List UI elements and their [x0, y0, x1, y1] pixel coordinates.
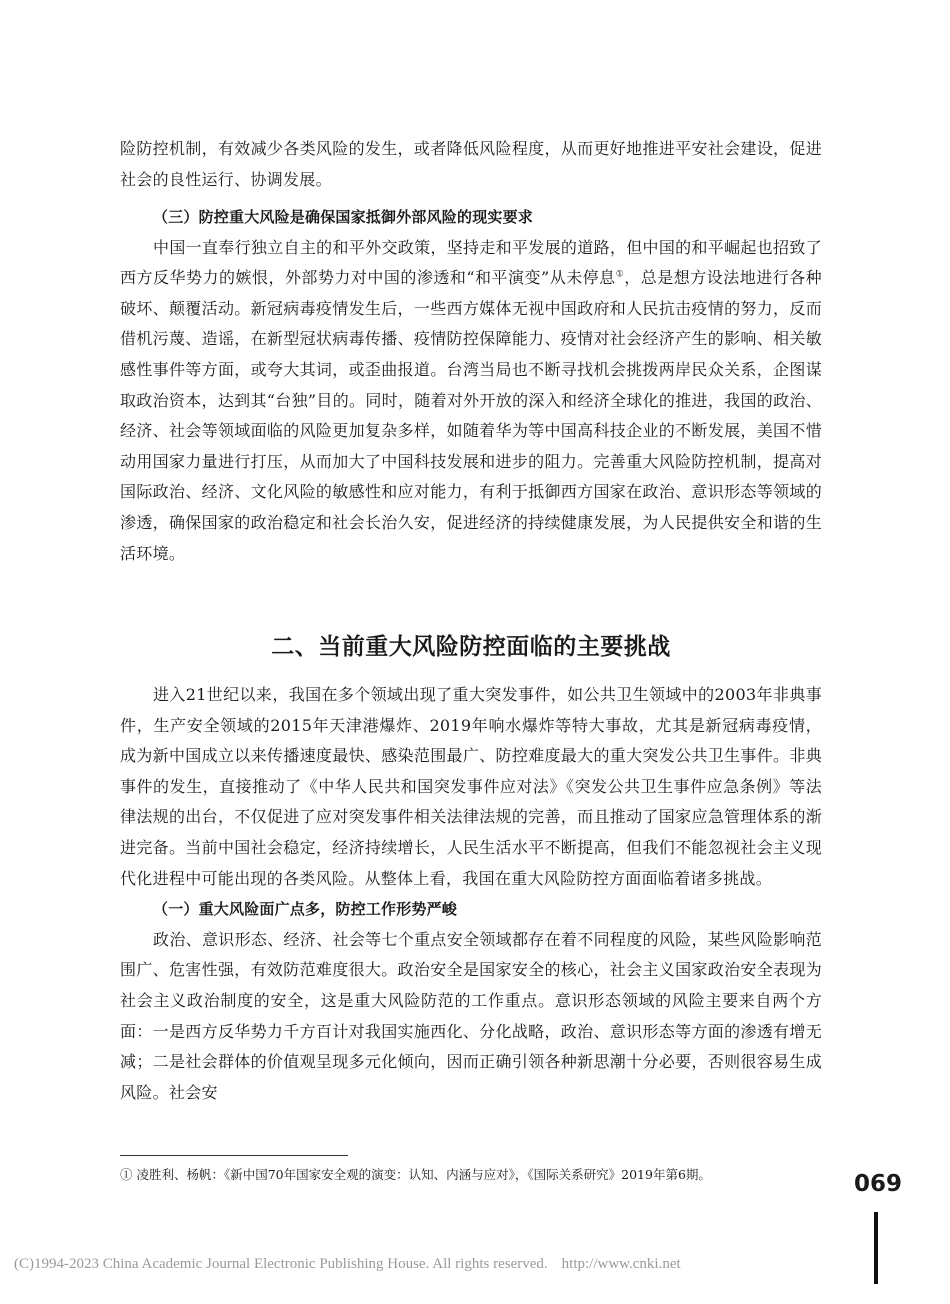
section-title: 二、当前重大风险防控面临的主要挑战: [271, 634, 671, 660]
footnote: ① 凌胜利、杨帆：《新中国70年国家安全观的演变：认知、内涵与应对》，《国际关系研究》2019年第6期。: [120, 1167, 711, 1182]
footnote-divider: [120, 1155, 348, 1156]
watermark-copyright: (C)1994-2023 China Academic Journal Electronic Publishing House. All rights reserved.: [14, 1256, 548, 1272]
subsection-1-heading: （一）重大风险面广点多，防控工作形势严峻: [153, 900, 458, 919]
subsection-1-paragraph: 政治、意识形态、经济、社会等七个重点安全领域都存在着不同程度的风险，某些风险影响范围广、危害性强，有效防范难度很大。政治安全是国家安全的核心，社会主义国家政治安全表现为社会主义政治制度的安全，这是重大风险防范的工作重点。意识形态领域的风险主要来自两个方面：一是西方反华势力千方百计对我国实施西化、分化战略，政治、意识形态等方面的渗透有增无减；二是社会群体的价值观呈现多元化倾向，因而正确引领各种新思潮十分必要，否则很容易生成风险。社会安: [120, 929, 822, 1102]
section-2-block: [120, 680, 822, 1108]
subsection-3-text-part2: ，总是想方设法地进行各种破坏、颠覆活动。新冠病毒疫情发生后，一些西方媒体无视中国政府和人民抗击疫情的努力，反而借机污蔑、造谣，在新型冠状病毒传播、疫情防控保障能力、疫情对社会经济产生的影响、相关敏感性事件等方面，或夸大其词，或歪曲报道。台湾当局也不断寻找机会挑拨两岸民众关系，企图谋取政治资本，达到其“台独”目的。同时，随着对外开放的深入和经济全球化的推进，我国的政治、经济、社会等领域面临的风险更加复杂多样，如随着华为等中国高科技企业的不断发展，美国不惜动用国家力量进行打压，从而加大了中国科技发展和进步的阻力。完善重大风险防控机制，提高对国际政治、经济、文化风险的敏感性和应对能力，有利于抵御西方国家在政治、意识形态等领域的渗透，确保国家的政治稳定和社会长治久安，促进经济的持续健康发展，为人民提供安全和谐的生活环境。: [120, 268, 822, 563]
intro-block: [120, 134, 822, 195]
watermark: [14, 1256, 874, 1273]
footnote-reference[interactable]: ①: [615, 269, 625, 280]
subsection-3-text-part1: 中国一直奉行独立自主的和平外交政策，坚持走和平发展的道路，但中国的和平崛起也招致了西方反华势力的嫉恨，外部势力对中国的渗透和“和平演变”从未停息: [120, 237, 822, 288]
page-number: 069: [853, 1171, 902, 1197]
page-edge-bar: [874, 1212, 878, 1284]
subsection-3-block: [120, 202, 822, 569]
section-2-intro-paragraph: 进入21世纪以来，我国在多个领域出现了重大突发事件，如公共卫生领域中的2003年非典事件，生产安全领域的2015年天津港爆炸、2019年响水爆炸等特大事故，尤其是新冠病毒疫情，成为新中国成立以来传播速度最快、感染范围最广、防控难度最大的重大突发公共卫生事件。非典事件的发生，直接推动了《中华人民共和国突发事件应对法》《突发公共卫生事件应急条例》等法律法规的出台，不仅促进了应对突发事件相关法律法规的完善，而且推动了国家应急管理体系的渐进完备。当前中国社会稳定，经济持续增长，人民生活水平不断提高，但我们不能忽视社会主义现代化进程中可能出现的各类风险。从整体上看，我国在重大风险防控方面面临着诸多挑战。: [120, 685, 822, 888]
intro-paragraph: 险防控机制，有效减少各类风险的发生，或者降低风险程度，从而更好地推进平安社会建设，促进社会的良性运行、协调发展。: [120, 139, 822, 189]
subsection-3-paragraph: [120, 233, 822, 570]
subsection-3-heading: （三）防控重大风险是确保国家抵御外部风险的现实要求: [153, 208, 534, 226]
watermark-url[interactable]: http://www.cnki.net: [561, 1256, 681, 1272]
